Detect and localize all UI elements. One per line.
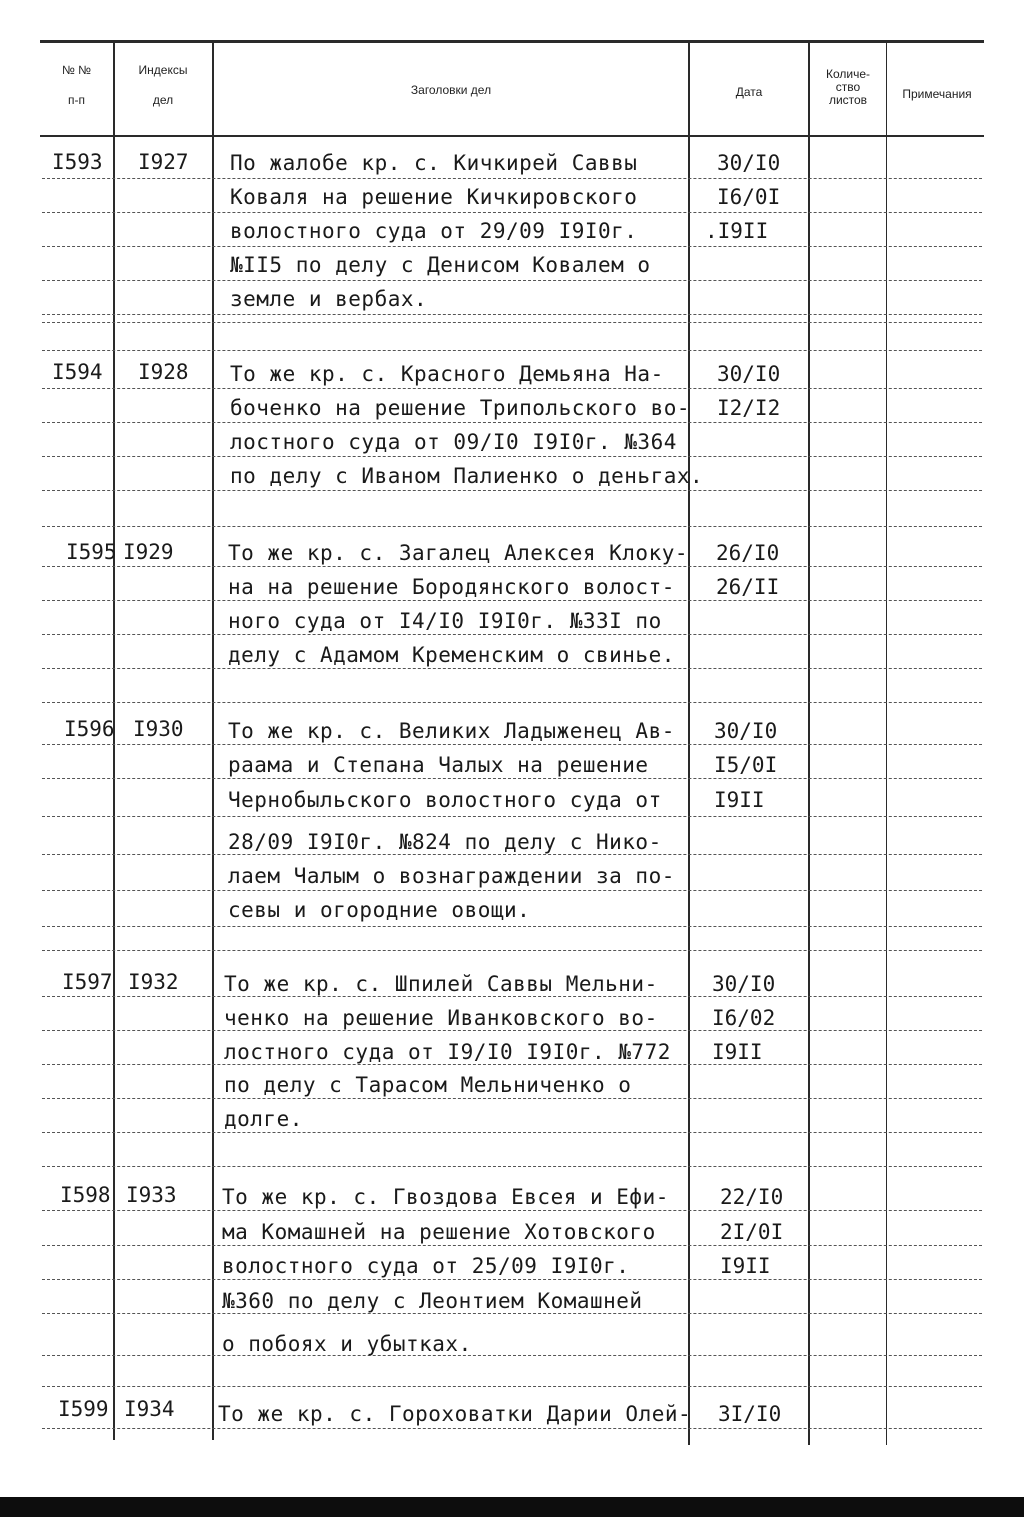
ruled-line	[42, 246, 982, 248]
entry-title-line: ного суда от I4/I0 I9I0г. №33I по	[228, 609, 662, 633]
ruled-line	[42, 526, 982, 528]
entry-number: I598	[60, 1183, 111, 1207]
entry-number: I594	[52, 360, 103, 384]
entry-index: I930	[133, 717, 184, 741]
entry-title-line: о побоях и убытках.	[222, 1332, 472, 1356]
ruled-line	[42, 1355, 982, 1357]
entry-title-line: №360 по делу с Леонтием Комашней	[222, 1289, 643, 1313]
ruled-line	[42, 668, 982, 670]
entry-title-line: ма Комашней на решение Хотовского	[222, 1220, 656, 1244]
header-index-cell	[114, 62, 212, 108]
entry-title-line: на на решение Бородянского волост-	[228, 575, 675, 599]
entry-index: I929	[123, 540, 174, 564]
entry-number: I593	[52, 150, 103, 174]
ruled-line	[42, 890, 982, 892]
ruled-line	[42, 456, 982, 458]
entry-date: 30/I0	[717, 362, 781, 386]
ruled-line	[42, 388, 982, 390]
header-count-label-1: Количе-	[825, 67, 871, 81]
header-number-label: № №	[61, 63, 92, 77]
entry-date: I2/I2	[717, 396, 781, 420]
entry-date: I9II	[714, 788, 765, 812]
entry-index: I927	[138, 150, 189, 174]
entry-number: I599	[58, 1397, 109, 1421]
entry-date: 22/I0	[720, 1185, 784, 1209]
header-count-label-2: ство	[835, 80, 861, 94]
scan-bottom-edge	[0, 1497, 1024, 1517]
entry-title-line: Чернобыльского волостного суда от	[228, 788, 662, 812]
ruled-line	[42, 702, 982, 704]
header-date-cell	[690, 84, 808, 100]
ruled-line	[42, 1098, 982, 1100]
entry-title-line: долге.	[224, 1107, 303, 1131]
ruled-line	[42, 950, 982, 952]
table-top-border	[40, 40, 984, 43]
entry-title-line: ченко на решение Иванковского во-	[224, 1006, 658, 1030]
entry-date: I6/02	[712, 1006, 776, 1030]
ruled-line	[42, 1132, 982, 1134]
entry-index: I928	[138, 360, 189, 384]
ruled-line	[42, 1064, 982, 1066]
entry-date: 26/II	[716, 575, 780, 599]
entry-index: I933	[126, 1183, 177, 1207]
header-notes-label: Примечания	[902, 87, 972, 101]
entry-title-line: То же кр. с. Шпилей Саввы Мельни-	[224, 972, 658, 996]
header-notes-cell	[887, 86, 987, 102]
entry-title-line: То же кр. с. Красного Демьяна На-	[230, 362, 664, 386]
header-bottom-border	[40, 135, 984, 137]
ruled-line	[42, 1428, 982, 1430]
entry-date: 30/I0	[717, 151, 781, 175]
entry-title-line: То же кр. с. Великих Ладыженец Ав-	[228, 719, 675, 743]
entry-title-line: волостного суда от 25/09 I9I0г.	[222, 1254, 630, 1278]
entry-title-line: 28/09 I9I0г. №824 по делу с Нико-	[228, 830, 662, 854]
entry-title-line: делу с Адамом Кременским о свинье.	[228, 643, 675, 667]
ruled-line	[42, 634, 982, 636]
header-index-label: Индексы	[138, 63, 188, 77]
ruled-line	[42, 1030, 982, 1032]
ruled-line	[42, 778, 982, 780]
ruled-line	[42, 1279, 982, 1281]
ruled-line	[42, 600, 982, 602]
entry-date: 30/I0	[712, 972, 776, 996]
entry-index: I932	[128, 970, 179, 994]
entry-date: 26/I0	[716, 541, 780, 565]
ruled-line	[42, 322, 982, 324]
ruled-line	[42, 350, 982, 352]
ruled-line	[42, 566, 982, 568]
column-divider-date	[688, 40, 690, 1445]
entry-date: 2I/0I	[720, 1220, 784, 1244]
entry-date: I6/0I	[717, 185, 781, 209]
entry-title-line: По жалобе кр. с. Кичкирей Саввы	[230, 151, 638, 175]
ruled-line	[42, 212, 982, 214]
ruled-line	[42, 926, 982, 928]
entry-title-line: То же кр. с. Гороховатки Дарии Олей-	[218, 1402, 692, 1426]
ruled-line	[42, 422, 982, 424]
entry-title-line: боченко на решение Трипольского во-	[230, 396, 691, 420]
entry-index: I934	[124, 1397, 175, 1421]
column-divider-notes	[886, 40, 887, 1445]
entry-title-line: по делу с Тарасом Мельниченко о	[224, 1073, 632, 1097]
entry-date: 30/I0	[714, 719, 778, 743]
column-divider-title	[212, 40, 214, 1440]
entry-title-line: по делу с Иваном Палиенко о деньгах.	[230, 464, 704, 488]
ruled-line	[42, 178, 982, 180]
column-divider-count	[808, 40, 810, 1445]
entry-title-line: То же кр. с. Загалец Алексея Клоку-	[228, 541, 689, 565]
ruled-line	[42, 1313, 982, 1315]
ruled-line	[42, 280, 982, 282]
entry-date: I5/0I	[714, 753, 778, 777]
entry-number: I597	[62, 970, 113, 994]
ruled-line	[42, 744, 982, 746]
entry-title-line: волостного суда от 29/09 I9I0г.	[230, 219, 638, 243]
entry-title-line: лостного суда от I9/I0 I9I0г. №772	[224, 1040, 671, 1064]
entry-title-line: Коваля на решение Кичкировского	[230, 185, 638, 209]
header-count-cell	[810, 68, 886, 107]
ruled-line	[42, 996, 982, 998]
ruled-line	[42, 1245, 982, 1247]
header-title-label: Заголовки дел	[410, 83, 492, 97]
entry-title-line: севы и огородние овощи.	[228, 898, 531, 922]
ruled-line	[42, 490, 982, 492]
entry-title-line: То же кр. с. Гвоздова Евсея и Ефи-	[222, 1185, 669, 1209]
header-date-label: Дата	[735, 85, 763, 99]
ruled-line	[42, 854, 982, 856]
entry-date: I9II	[720, 1254, 771, 1278]
header-number-cell	[40, 62, 113, 108]
ruled-line	[42, 1386, 982, 1388]
entry-title-line: раама и Степана Чалых на решение	[228, 753, 649, 777]
entry-number: I595	[66, 540, 117, 564]
entry-title-line: №II5 по делу с Денисом Ковалем о	[230, 253, 651, 277]
entry-date: .I9II	[705, 219, 769, 243]
ruled-line	[42, 816, 982, 818]
entry-title-line: земле и вербах.	[230, 287, 428, 311]
header-number-sublabel: п-п	[68, 93, 85, 107]
entry-title-line: лостного суда от 09/I0 I9I0г. №364	[230, 430, 677, 454]
header-index-sublabel: дел	[152, 93, 174, 107]
ruled-line	[42, 1210, 982, 1212]
entry-title-line: лаем Чалым о вознаграждении за по-	[228, 864, 675, 888]
ruled-line	[42, 314, 982, 316]
header-count-label-3: листов	[828, 93, 868, 107]
header-title-cell	[214, 82, 688, 98]
entry-date: I9II	[712, 1040, 763, 1064]
ruled-line	[42, 1166, 982, 1168]
entry-date: 3I/I0	[718, 1402, 782, 1426]
entry-number: I596	[64, 717, 115, 741]
